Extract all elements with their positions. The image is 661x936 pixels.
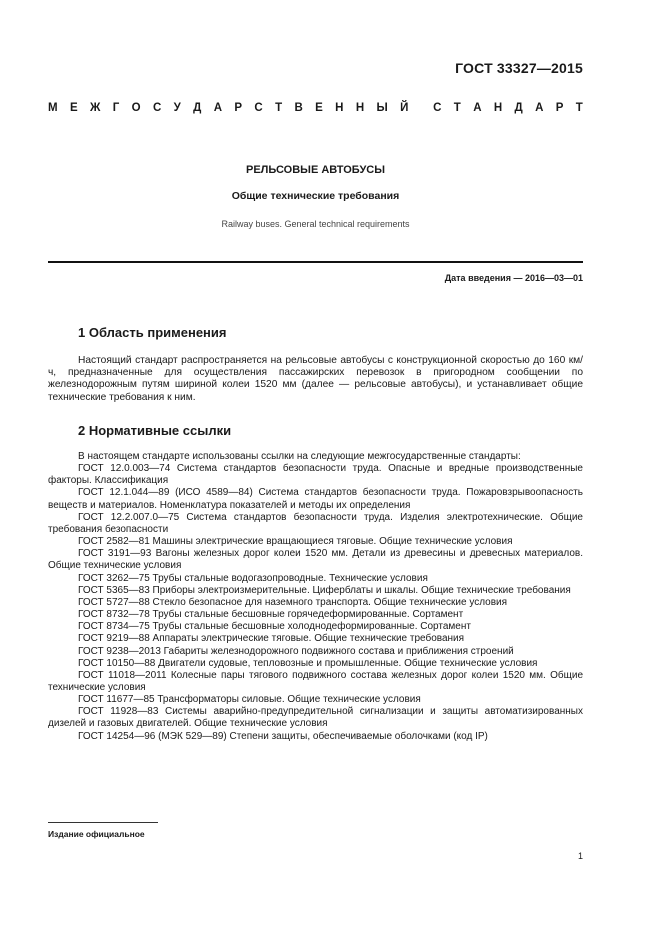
banner-letter: Е xyxy=(315,102,323,114)
page-number: 1 xyxy=(577,851,583,861)
footer-divider xyxy=(48,822,158,823)
reference-item: ГОСТ 11677—85 Трансформаторы силовые. Общие технические условия xyxy=(78,694,421,706)
banner-letter: С xyxy=(433,102,442,114)
reference-item: ГОСТ 5365—83 Приборы электроизмерительные. Циферблаты и шкалы. Общие технические требования xyxy=(78,584,571,596)
banner-letter: М xyxy=(48,102,58,114)
banner-letter: Н xyxy=(335,102,344,114)
reference-item: ГОСТ 8732—78 Трубы стальные бесшовные горячедеформированные. Сортамент xyxy=(78,609,464,621)
reference-item: ГОСТ 3262—75 Трубы стальные водогазопроводные. Технические условия xyxy=(78,572,428,584)
banner-letter: У xyxy=(173,102,181,114)
reference-item: ГОСТ 12.0.003—74 Система стандартов безопасности труда. Опасные и вредные производственные факторы. Классификация xyxy=(48,463,583,487)
reference-item: ГОСТ 11928—83 Системы аварийно-предупредительной сигнализации и защиты автоматизированных дизелей и газовых двигателей. Общие технические условия xyxy=(48,706,583,730)
official-edition-label: Издание официальное xyxy=(48,829,145,839)
banner-letter: А xyxy=(213,102,223,114)
banner-letter: Ж xyxy=(89,102,101,114)
banner-letter: А xyxy=(473,102,482,114)
banner-letter: Р xyxy=(555,102,564,114)
reference-item: ГОСТ 12.2.007.0—75 Система стандартов безопасности труда. Изделия электротехнические. Общие требования безопасности xyxy=(48,511,583,535)
reference-item: ГОСТ 3191—93 Вагоны железных дорог колеи 1520 мм. Детали из древесины и древесных материалов. Общие технические условия xyxy=(48,548,583,572)
banner-letter: С xyxy=(254,102,263,114)
section-2-heading: 2 Нормативные ссылки xyxy=(78,423,232,438)
banner-letter: Н xyxy=(355,102,365,114)
reference-item: ГОСТ 12.1.044—89 (ИСО 4589—84) Система стандартов безопасности труда. Пожаровзрывоопасность веществ и материалов. Номенклатура показателей и методы их определения xyxy=(48,487,583,511)
banner-letter: Е xyxy=(69,102,78,114)
banner-letter: Г xyxy=(112,102,120,114)
references-intro: В настоящем стандарте использованы ссылки на следующие межгосударственные стандарты: xyxy=(78,451,521,462)
reference-item: ГОСТ 9219—88 Аппараты электрические тяговые. Общие технические требования xyxy=(78,633,465,645)
banner-letter: Ы xyxy=(376,102,388,114)
banner-letter: С xyxy=(152,102,162,114)
banner-letter: Д xyxy=(193,102,202,114)
title-divider xyxy=(48,261,583,263)
banner-letter: В xyxy=(294,102,303,114)
reference-item: ГОСТ 8734—75 Трубы стальные бесшовные холоднодеформированные. Сортамент xyxy=(78,621,471,633)
reference-item: ГОСТ 5727—88 Стекло безопасное для наземного транспорта. Общие технические условия xyxy=(78,596,508,608)
reference-item: ГОСТ 14254—96 (МЭК 529—89) Степени защиты, обеспечиваемые оболочками (код IP) xyxy=(78,730,488,742)
document-subtitle: Общие технические требования xyxy=(231,190,400,202)
document-title: РЕЛЬСОВЫЕ АВТОБУСЫ xyxy=(245,164,385,176)
english-title: Railway buses. General technical requirements xyxy=(221,219,410,229)
banner-letter: Д xyxy=(514,102,523,114)
reference-item: ГОСТ 10150—88 Двигатели судовые, тепловозные и промышленные. Общие технические условия xyxy=(78,657,538,669)
doc-code: ГОСТ 33327—2015 xyxy=(455,60,583,76)
section-1-paragraph: Настоящий стандарт распространяется на рельсовые автобусы с конструкционной скоростью до 160 км/ч, предназначенные для осуществления пассажирских перевозок в пригородном сообщении по железнодорожным путям шириной колеи 1520 мм (далее — рельсовые автобусы), и устанавливает общие технические требования к ним. xyxy=(48,355,583,403)
banner-letter: О xyxy=(131,102,141,114)
intro-date: Дата введения — 2016—03—01 xyxy=(444,273,583,283)
reference-item: ГОСТ 11018—2011 Колесные пары тягового подвижного состава железных дорог колеи 1520 мм. Общие технические условия xyxy=(48,669,583,693)
banner-letter: Й xyxy=(400,102,409,114)
reference-item: ГОСТ 9238—2013 Габариты железнодорожного подвижного состава и приближения строений xyxy=(78,645,514,657)
section-1-text xyxy=(48,355,583,404)
banner-letter: Т xyxy=(453,102,461,114)
section-1-heading: 1 Область применения xyxy=(78,325,227,340)
reference-item: ГОСТ 2582—81 Машины электрические вращающиеся тяговые. Общие технические условия xyxy=(78,536,513,548)
banner-letter: Т xyxy=(275,102,283,114)
banner-letter: Т xyxy=(575,102,583,114)
banner-letter: Р xyxy=(234,102,243,114)
banner-letter: А xyxy=(535,102,544,114)
normative-references-list xyxy=(48,451,583,743)
banner-letter: Н xyxy=(493,102,503,114)
interstate-standard-banner xyxy=(48,102,583,114)
